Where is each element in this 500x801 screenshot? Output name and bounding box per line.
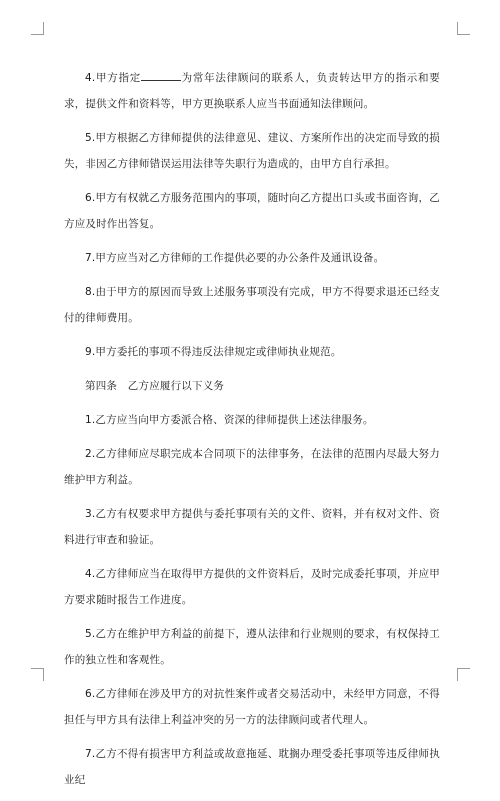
paragraph: 5.甲方根据乙方律师提供的法律意见、建议、方案所作出的决定而导致的损失，非因乙方律师错误运用法律等失职行为造成的，由甲方自行承担。 bbox=[64, 132, 440, 170]
paragraph: 9.甲方委托的事项不得违反法律规定或律师执业规范。 bbox=[85, 346, 342, 358]
document-body bbox=[64, 65, 440, 801]
paragraph: 第四条 乙方应履行以下义务 bbox=[85, 380, 225, 392]
paragraph-text-before-blank: 4.甲方指定 bbox=[85, 72, 142, 84]
paragraph: 6.乙方律师在涉及甲方的对抗性案件或者交易活动中，未经甲方同意，不得担任与甲方具有法律上利益冲突的另一方的法律顾问或者代理人。 bbox=[64, 688, 440, 726]
paragraph: 6.甲方有权就乙方服务范围内的事项，随时向乙方提出口头或书面咨询，乙方应及时作出答复。 bbox=[64, 192, 440, 230]
paragraph: 4.乙方律师应当在取得甲方提供的文件资料后，及时完成委托事项，并应甲方要求随时报告工作进度。 bbox=[64, 568, 440, 606]
paragraph: 3.乙方有权要求甲方提供与委托事项有关的文件、资料，并有权对文件、资料进行审查和验证。 bbox=[64, 508, 440, 546]
crop-mark-top-right bbox=[457, 22, 470, 35]
paragraph: 7.乙方不得有损害甲方利益或故意拖延、耽搁办理受委托事项等违反律师执业纪 bbox=[64, 748, 440, 786]
paragraph: 8.由于甲方的原因而导致上述服务事项没有完成，甲方不得要求退还已经支付的律师费用。 bbox=[64, 286, 440, 324]
paragraph bbox=[64, 65, 440, 117]
paragraph: 5.乙方在维护甲方利益的前提下，遵从法律和行业规则的要求，有权保持工作的独立性和客观性。 bbox=[64, 628, 440, 666]
paragraph-text-after-blank: 为常年法律顾问的联系人，负责转达甲方的指示和要求，提供文件和资料等，甲方更换联系人应当书面通知法律顾问。 bbox=[64, 72, 441, 110]
paragraph: 7.甲方应当对乙方律师的工作提供必要的办公条件及通讯设备。 bbox=[85, 252, 385, 264]
paragraph: 1.乙方应当向甲方委派合格、资深的律师提供上述法律服务。 bbox=[85, 414, 374, 426]
crop-mark-bottom-left bbox=[31, 668, 44, 681]
crop-mark-top-left bbox=[31, 22, 44, 35]
paragraph: 2.乙方律师应尽职完成本合同项下的法律事务，在法律的范围内尽最大努力维护甲方利益。 bbox=[64, 448, 440, 486]
fill-in-blank bbox=[141, 68, 181, 81]
crop-mark-bottom-right bbox=[457, 668, 470, 681]
